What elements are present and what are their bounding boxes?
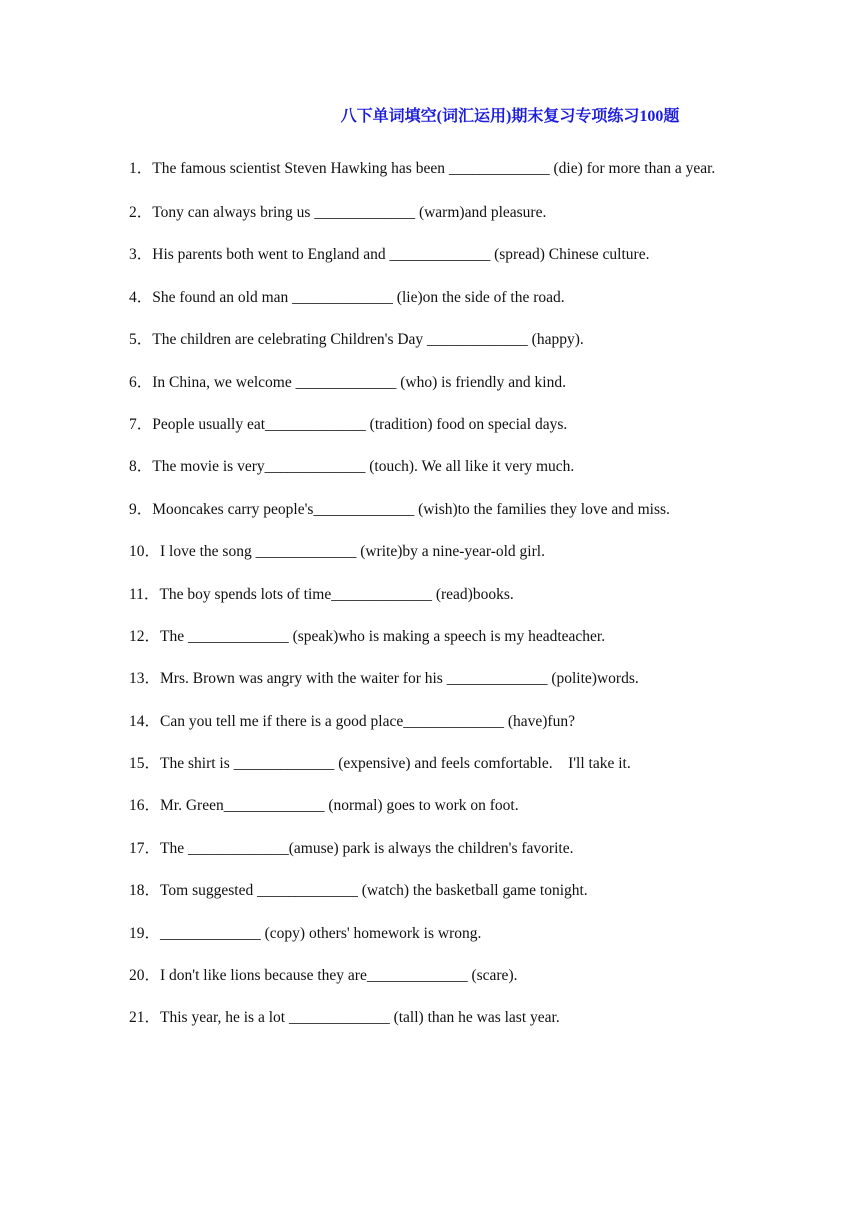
- question-number: 17．: [129, 839, 161, 857]
- question-item: [129, 328, 739, 352]
- question-text: The _____________(amuse) park is always the children's favorite.: [160, 839, 574, 857]
- question-number: 4．: [129, 288, 153, 306]
- question-item: [129, 371, 739, 395]
- question-text: Mooncakes carry people's_____________ (wish)to the families they love and miss.: [152, 500, 670, 518]
- question-text: The famous scientist Steven Hawking has been _____________ (die) for more than a year.: [152, 160, 716, 177]
- question-text: People usually eat_____________ (tradition) food on special days.: [152, 415, 568, 433]
- question-number: 10．: [129, 543, 161, 561]
- question-item: [129, 752, 739, 776]
- question-number: 19．: [129, 924, 161, 942]
- question-text: The movie is very_____________ (touch). We all like it very much.: [152, 458, 575, 476]
- question-item: [129, 455, 739, 479]
- question-text: His parents both went to England and _____________ (spread) Chinese culture.: [152, 246, 650, 264]
- document-title: 八下单词填空(词汇运用)期末复习专项练习100题: [340, 108, 680, 125]
- question-number: 18．: [129, 882, 161, 900]
- question-text: This year, he is a lot _____________ (tall) than he was last year.: [160, 1009, 560, 1027]
- question-list: [129, 157, 739, 1049]
- question-text: Mrs. Brown was angry with the waiter for his _____________ (polite)words.: [160, 670, 639, 688]
- question-item: [129, 201, 739, 225]
- question-number: 20．: [129, 967, 161, 985]
- question-text: Tony can always bring us _____________ (warm)and pleasure.: [152, 204, 547, 221]
- question-text: Tom suggested _____________ (watch) the basketball game tonight.: [160, 882, 588, 900]
- question-item: [129, 667, 739, 691]
- question-item: [129, 498, 739, 522]
- question-number: 5．: [129, 331, 153, 349]
- question-number: 8．: [129, 458, 153, 476]
- question-item: [129, 540, 739, 564]
- question-item: [129, 243, 739, 267]
- question-item: [129, 413, 739, 437]
- question-number: 11．: [129, 585, 160, 603]
- question-item: [129, 583, 739, 607]
- question-item: [129, 286, 739, 310]
- question-number: 2．: [129, 204, 153, 221]
- question-text: Can you tell me if there is a good place_____________ (have)fun?: [160, 712, 575, 730]
- question-text: Mr. Green_____________ (normal) goes to work on foot.: [160, 797, 519, 815]
- question-number: 14．: [129, 712, 161, 730]
- question-number: 13．: [129, 670, 161, 688]
- question-number: 15．: [129, 755, 161, 773]
- question-item: [129, 1006, 739, 1030]
- question-text: I love the song _____________ (write)by a nine-year-old girl.: [160, 543, 545, 561]
- question-item: [129, 922, 739, 946]
- question-number: 21．: [129, 1009, 161, 1027]
- question-item: [129, 837, 739, 861]
- question-text: She found an old man _____________ (lie)on the side of the road.: [152, 288, 565, 306]
- question-text: The _____________ (speak)who is making a speech is my headteacher.: [160, 627, 606, 645]
- question-number: 9．: [129, 500, 153, 518]
- question-item: [129, 879, 739, 903]
- question-number: 1．: [129, 160, 153, 177]
- question-text: The children are celebrating Children's Day _____________ (happy).: [152, 331, 584, 349]
- question-text: The shirt is _____________ (expensive) and feels comfortable. I'll take it.: [160, 755, 631, 773]
- question-number: 12．: [129, 627, 161, 645]
- question-number: 6．: [129, 373, 153, 391]
- question-text: I don't like lions because they are_____________ (scare).: [160, 967, 518, 985]
- question-text: In China, we welcome _____________ (who) is friendly and kind.: [152, 373, 566, 391]
- question-number: 16．: [129, 797, 161, 815]
- question-item: [129, 794, 739, 818]
- question-text: The boy spends lots of time_____________ (read)books.: [159, 585, 514, 603]
- question-item: [129, 710, 739, 734]
- question-text: _____________ (copy) others' homework is wrong.: [160, 924, 482, 942]
- question-number: 3．: [129, 246, 153, 264]
- question-item: [129, 625, 739, 649]
- question-item: [129, 964, 739, 988]
- question-number: 7．: [129, 415, 153, 433]
- question-item: [129, 147, 739, 191]
